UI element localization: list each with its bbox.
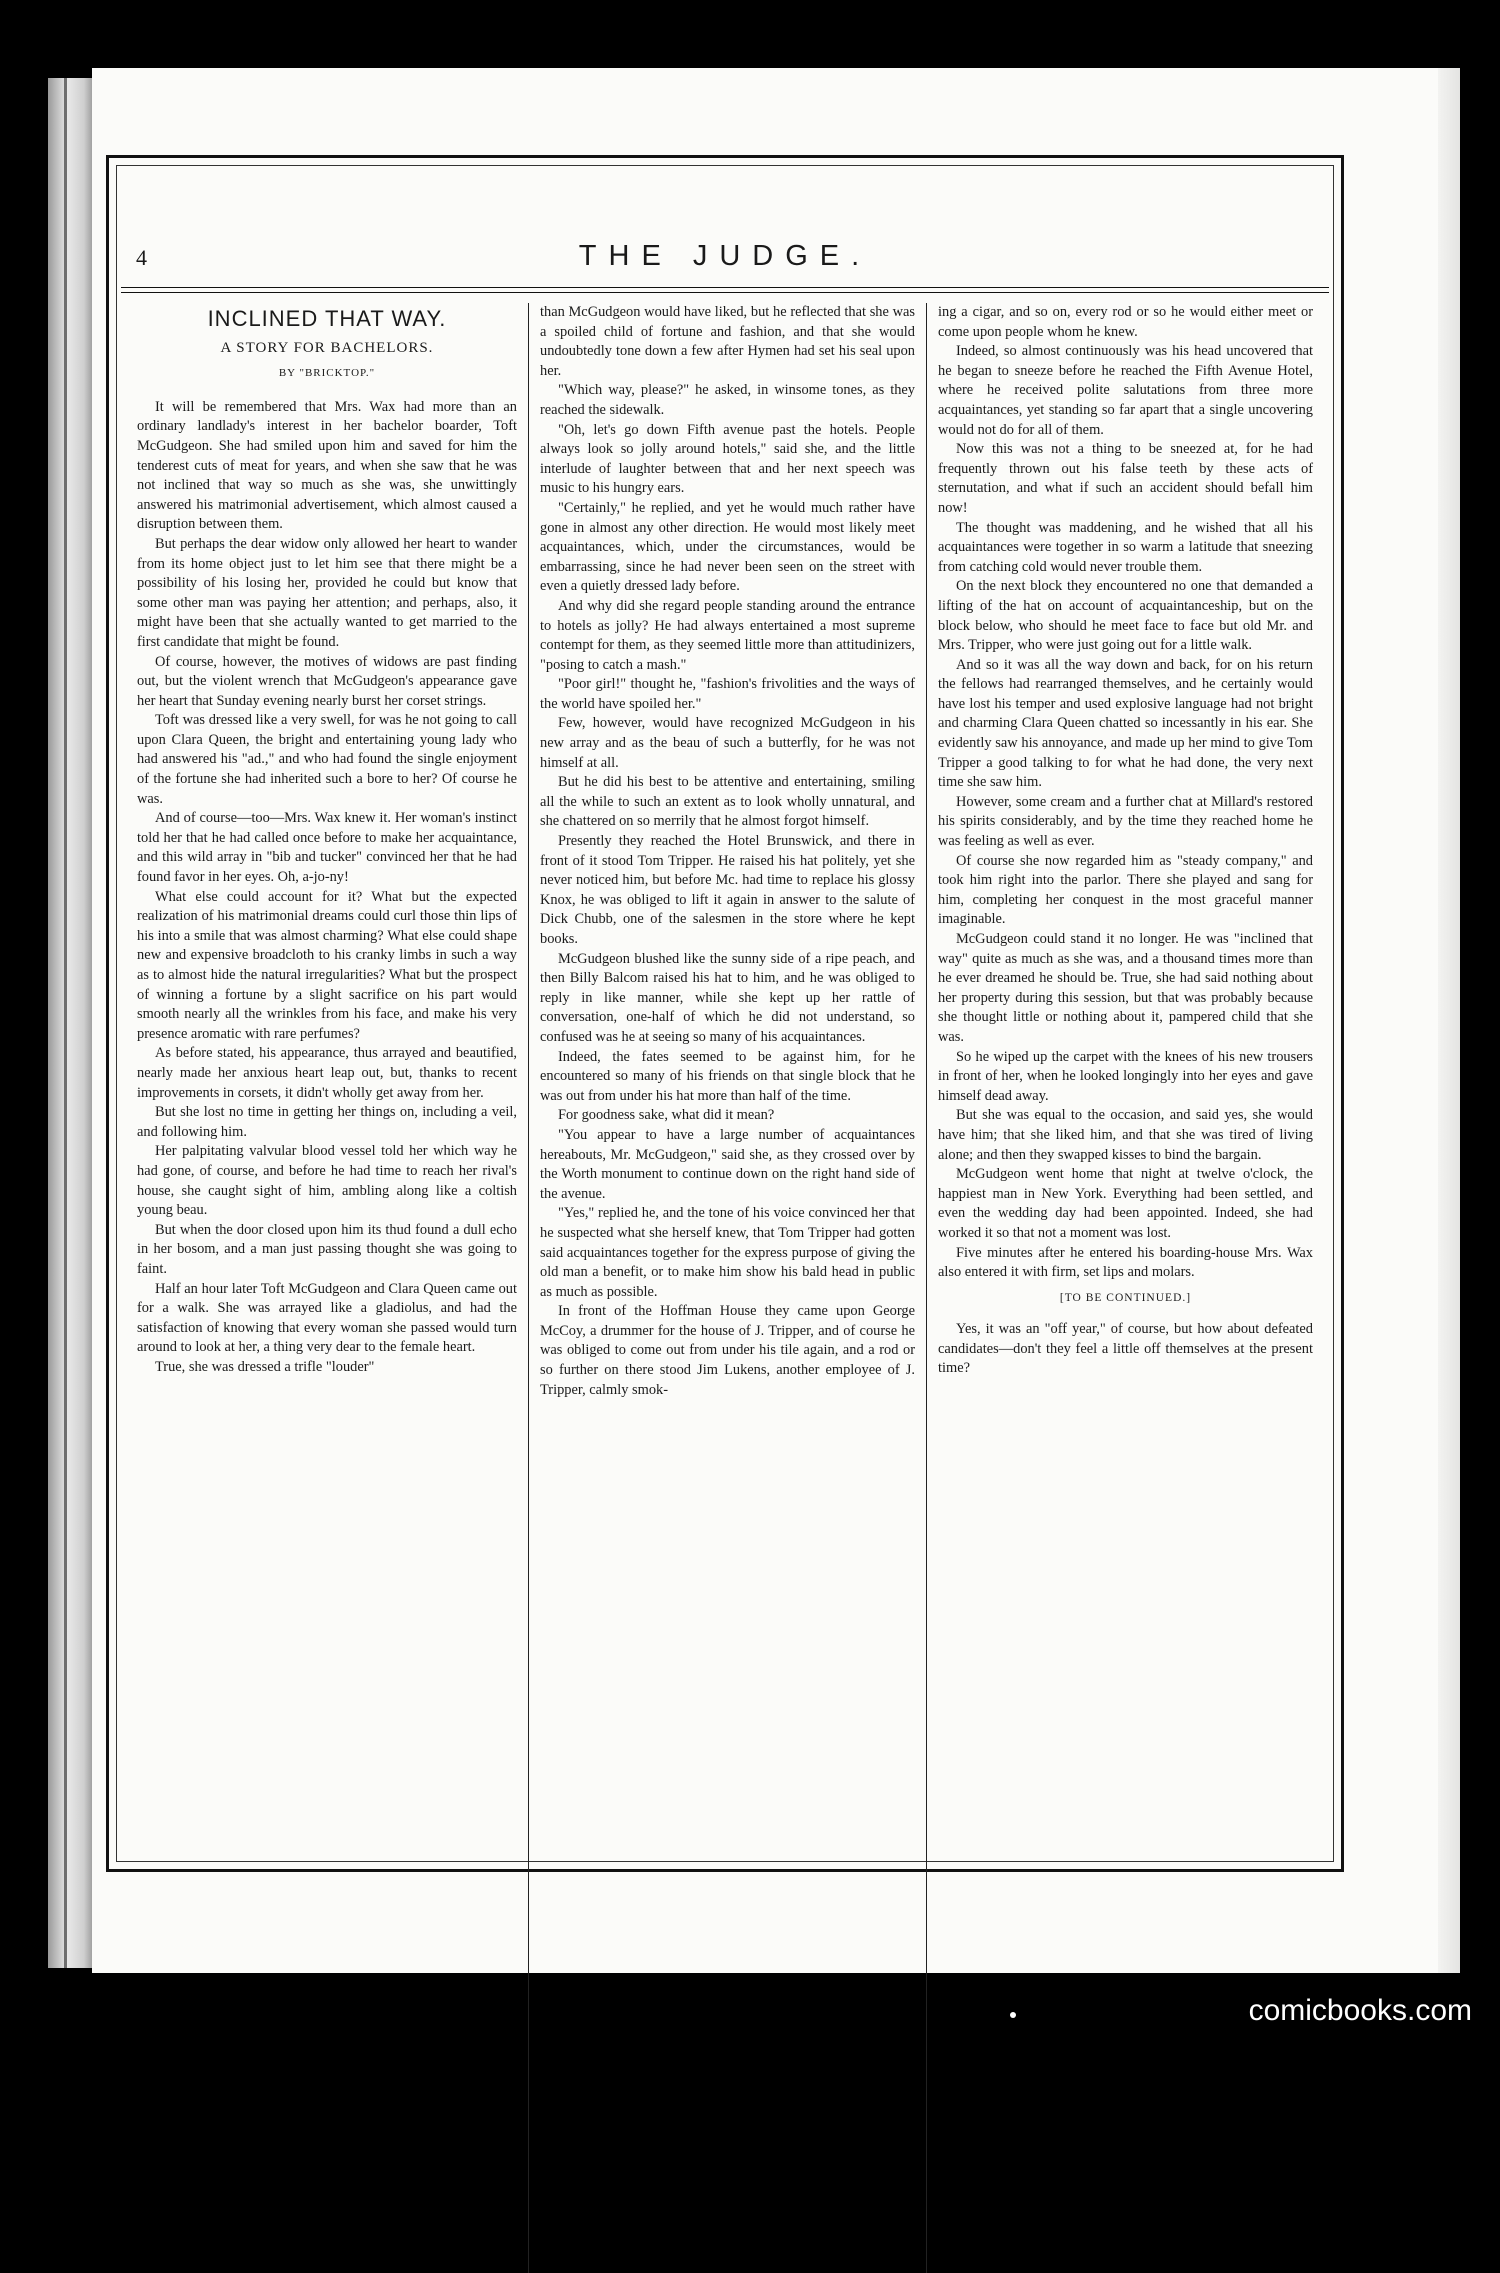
paragraph: Presently they reached the Hotel Brunswick, and there in front of it stood Tom Tripper. He raised his hat politely, yet she never noticed him, but before Mc. had time to replace his glossy Knox, he was obliged to lift it again in answer to the salute of Dick Chubb, one of the salesmen in the store where he kept books. xyxy=(540,833,915,947)
article-columns xyxy=(126,303,1324,2263)
paragraph: "Oh, let's go down Fifth avenue past the hotels. People always look so jolly around hotels," said she, and the little interlude of laughter between that and her next speech was music to his hungry ears. xyxy=(540,421,915,497)
paragraph: But she lost no time in getting her things on, including a veil, and following him. xyxy=(137,1104,517,1140)
paragraph: Indeed, the fates seemed to be against him, for he encountered so many of his friends on that single block that he was out from under his hat more than half of the time. xyxy=(540,1048,915,1104)
watermark: comicbooks.com xyxy=(1248,1994,1472,2027)
paragraph: Of course she now regarded him as "steady company," and took him right into the parlor. There she played and sang for him, completing her conquest in the most graceful manner imaginable. xyxy=(938,852,1313,928)
masthead-rule-top xyxy=(121,287,1329,288)
paragraph: But he did his best to be attentive and entertaining, smiling all the while to such an extent as to look wholly unnatural, and she chattered on so merrily that he almost forgot himself. xyxy=(540,774,915,830)
paragraph: "Yes," replied he, and the tone of his voice convinced her that he suspected what she herself knew, that Tom Tripper had gotten said acquaintances together for the express purpose of giving the old man a benefit, or to make him show his bald head in public as much as possible. xyxy=(540,1205,915,1300)
page-edge xyxy=(1438,68,1460,1973)
paragraph: What else could account for it? What but the expected realization of his matrimonial dreams could curl those thin lips of his into a smile that was almost charming? What else could shape new and expensive broadcloth to his cranky limbs in such a way as to almost hide the natural irregularities? What but the prospect of winning a fortune by a slight sacrifice on his part would smooth nearly all the wrinkles from his face, and make his very presence aromatic with rare perfumes? xyxy=(137,888,517,1042)
paragraph: Indeed, so almost continuously was his head uncovered that he began to sneeze before he reached the Fifth Avenue Hotel, where he received polite salutations from three more acquaintances, yet standing so far apart that a single uncovering would not do for all of them. xyxy=(938,343,1313,438)
paragraph: However, some cream and a further chat at Millard's restored his spirits considerably, and by the time they reached home he was feeling as well as ever. xyxy=(938,793,1313,850)
paragraph: "Which way, please?" he asked, in winsome tones, as they reached the sidewalk. xyxy=(540,382,915,418)
to-be-continued: [TO BE CONTINUED.] xyxy=(1059,1291,1192,1304)
column-3 xyxy=(926,303,1324,2273)
paragraph: "Poor girl!" thought he, "fashion's frivolities and the ways of the world have spoiled her." xyxy=(540,676,915,712)
paragraph: And why did she regard people standing around the entrance to hotels as jolly? He had always entertained a most supreme contempt for them, as they seemed little more than attitudinizers, "posing to catch a mash." xyxy=(540,597,915,673)
masthead-title: THE JUDGE. xyxy=(578,240,872,272)
column-1 xyxy=(126,303,528,2273)
binder-spine xyxy=(48,78,96,1968)
paragraph: But she was equal to the occasion, and said yes, she would have him; that she liked him, and that she was tired of living alone; and then they swapped kisses to bind the bargain. xyxy=(938,1107,1313,1163)
paragraph: On the next block they encountered no one that demanded a lifting of the hat on account of acquaintanceship, but on the block below, who should he meet face to face but old Mr. and Mrs. Tripper, who were just going out for a little walk. xyxy=(938,578,1313,654)
paragraph: "You appear to have a large number of acquaintances hereabouts, Mr. McGudgeon," said she, as they crossed over by the Worth monument to continue down on the right hand side of the avenue. xyxy=(540,1126,915,1202)
paragraph: For goodness sake, what did it mean? xyxy=(558,1107,775,1124)
paragraph: It will be remembered that Mrs. Wax had more than an ordinary landlady's interest in her bachelor boarder, Toft McGudgeon. She had smiled upon him and saved for him the tenderest cuts of meat for years, and when she saw that he was not inclined that way so much as she was, she unwittingly answered his matrimonial advertisement, which almost caused a disruption between them. xyxy=(137,398,517,533)
paragraph: Five minutes after he entered his boarding-house Mrs. Wax also entered it with firm, set lips and molars. xyxy=(938,1244,1313,1281)
paragraph: Her palpitating valvular blood vessel told her which way he had gone, of course, and before he had time to reach her rival's house, she caught sight of him, ambling along like a coltish young beau. xyxy=(137,1143,517,1219)
paragraph: As before stated, his appearance, thus arrayed and beautified, nearly made her anxious heart leap out, but, thanks to recent improvements in corsets, it didn't wholly get away from her. xyxy=(137,1045,517,1101)
paragraph: In front of the Hoffman House they came upon George McCoy, a drummer for the house of J. Tripper, and of course he was obliged to come out from under his tile again, and a rod or so further on there stood Jim Lukens, another employee of J. Tripper, calmly smok- xyxy=(540,1303,915,1398)
paragraph: Few, however, would have recognized McGudgeon in his new array and as the beau of such a butterfly, for he was not himself at all. xyxy=(540,715,915,771)
page-number: 4 xyxy=(136,245,147,270)
paragraph: But perhaps the dear widow only allowed her heart to wander from its home object just to let him see that there might be a possibility of his losing her, provided he could but know that some other man was paying her attention; and perhaps, also, it might have been that she actually wanted to get married to the first candidate that might be found. xyxy=(137,535,517,650)
paragraph: McGudgeon blushed like the sunny side of a ripe peach, and then Billy Balcom raised his hat to him, and he was obliged to reply in like manner, while she kept up her rattle of conversation, one-half of which he did not understand, so confused was he at seeing so many of his acquaintances. xyxy=(540,950,915,1045)
article-subhead: A STORY FOR BACHELORS. xyxy=(220,339,434,356)
column-2 xyxy=(528,303,926,2273)
paragraph: So he wiped up the carpet with the knees of his new trousers in front of her, when he looked longingly into her eyes and gave himself dead away. xyxy=(938,1048,1313,1104)
paragraph: Of course, however, the motives of widows are past finding out, but the violent wrench that McGudgeon's appearance gave her heart that Sunday evening nearly burst her corset strings. xyxy=(137,653,517,709)
article-byline: BY "BRICKTOP." xyxy=(278,367,376,380)
paragraph: Half an hour later Toft McGudgeon and Clara Queen came out for a walk. She was arrayed like a gladiolus, and had the satisfaction of knowing that every woman she passed would turn around to look at her, a thing very dear to the female heart. xyxy=(137,1280,517,1356)
paragraph: McGudgeon could stand it no longer. He was "inclined that way" quite as much as she was, and a thousand times more than he ever dreamed he should be. True, she had said nothing about her property during this session, but that was probably because she thought little or nothing about it, pampered child that she was. xyxy=(938,931,1313,1045)
article-headline: INCLINED THAT WAY. xyxy=(207,306,447,331)
paragraph: Toft was dressed like a very swell, for was he not going to call upon Clara Queen, the bright and entertaining young lady who had answered his "ad.," and who had found the single enjoyment of the fortune she had inherited such a bore to her? Of course he was. xyxy=(137,712,517,807)
paragraph: The thought was maddening, and he wished that all his acquaintances were together in so warm a latitude that sneezing from catching cold would never trouble them. xyxy=(938,519,1313,575)
paragraph: And of course—too—Mrs. Wax knew it. Her woman's instinct told her that he had called once before to make her acquaintance, and this wild array in "bib and tucker" convinced her that he had found favor in her eyes. Oh, a-jo-ny! xyxy=(137,810,517,886)
paragraph: Now this was not a thing to be sneezed at, for he had frequently thrown out his false teeth by these acts of sternutation, and what if such an accident should befall him now! xyxy=(938,441,1313,516)
paragraph: And so it was all the way down and back, for on his return the fellows had rearranged themselves, and he certainly would have lost his temper and used explosive language had not bright and charming Clara Queen chatted so incessantly in his ear. She evidently saw his annoyance, and made up her mind to give Tom Tripper a good talking to for what he had done, the very next time she saw him. xyxy=(938,656,1313,791)
filler-paragraph: Yes, it was an "off year," of course, but how about defeated candidates—don't they feel a little off themselves at the present time? xyxy=(938,1321,1313,1377)
paragraph: But when the door closed upon him its thud found a dull echo in her bosom, and a man just passing thought she was going to faint. xyxy=(137,1221,517,1277)
paragraph: ing a cigar, and so on, every rod or so he would either meet or come upon people whom he knew. xyxy=(938,304,1313,340)
paragraph: True, she was dressed a trifle "louder" xyxy=(155,1358,375,1375)
paragraph: than McGudgeon would have liked, but he reflected that she was a spoiled child of fortune and fashion, and that she would undoubtedly tone down a few after Hymen had set his seal upon her. xyxy=(540,304,915,379)
speck xyxy=(1010,2012,1016,2018)
paragraph: "Certainly," he replied, and yet he would much rather have gone in almost any other direction. He would most likely meet acquaintances, which, under the circumstances, would be embarrassing, since he had never been seen on the street with even a quietly dressed lady before. xyxy=(540,499,915,595)
masthead-rule-bottom xyxy=(121,292,1329,293)
paragraph: McGudgeon went home that night at twelve o'clock, the happiest man in New York. Everything had been settled, and even the wedding day had been appointed. Indeed, she had worked it so that not a moment was lost. xyxy=(938,1166,1313,1241)
